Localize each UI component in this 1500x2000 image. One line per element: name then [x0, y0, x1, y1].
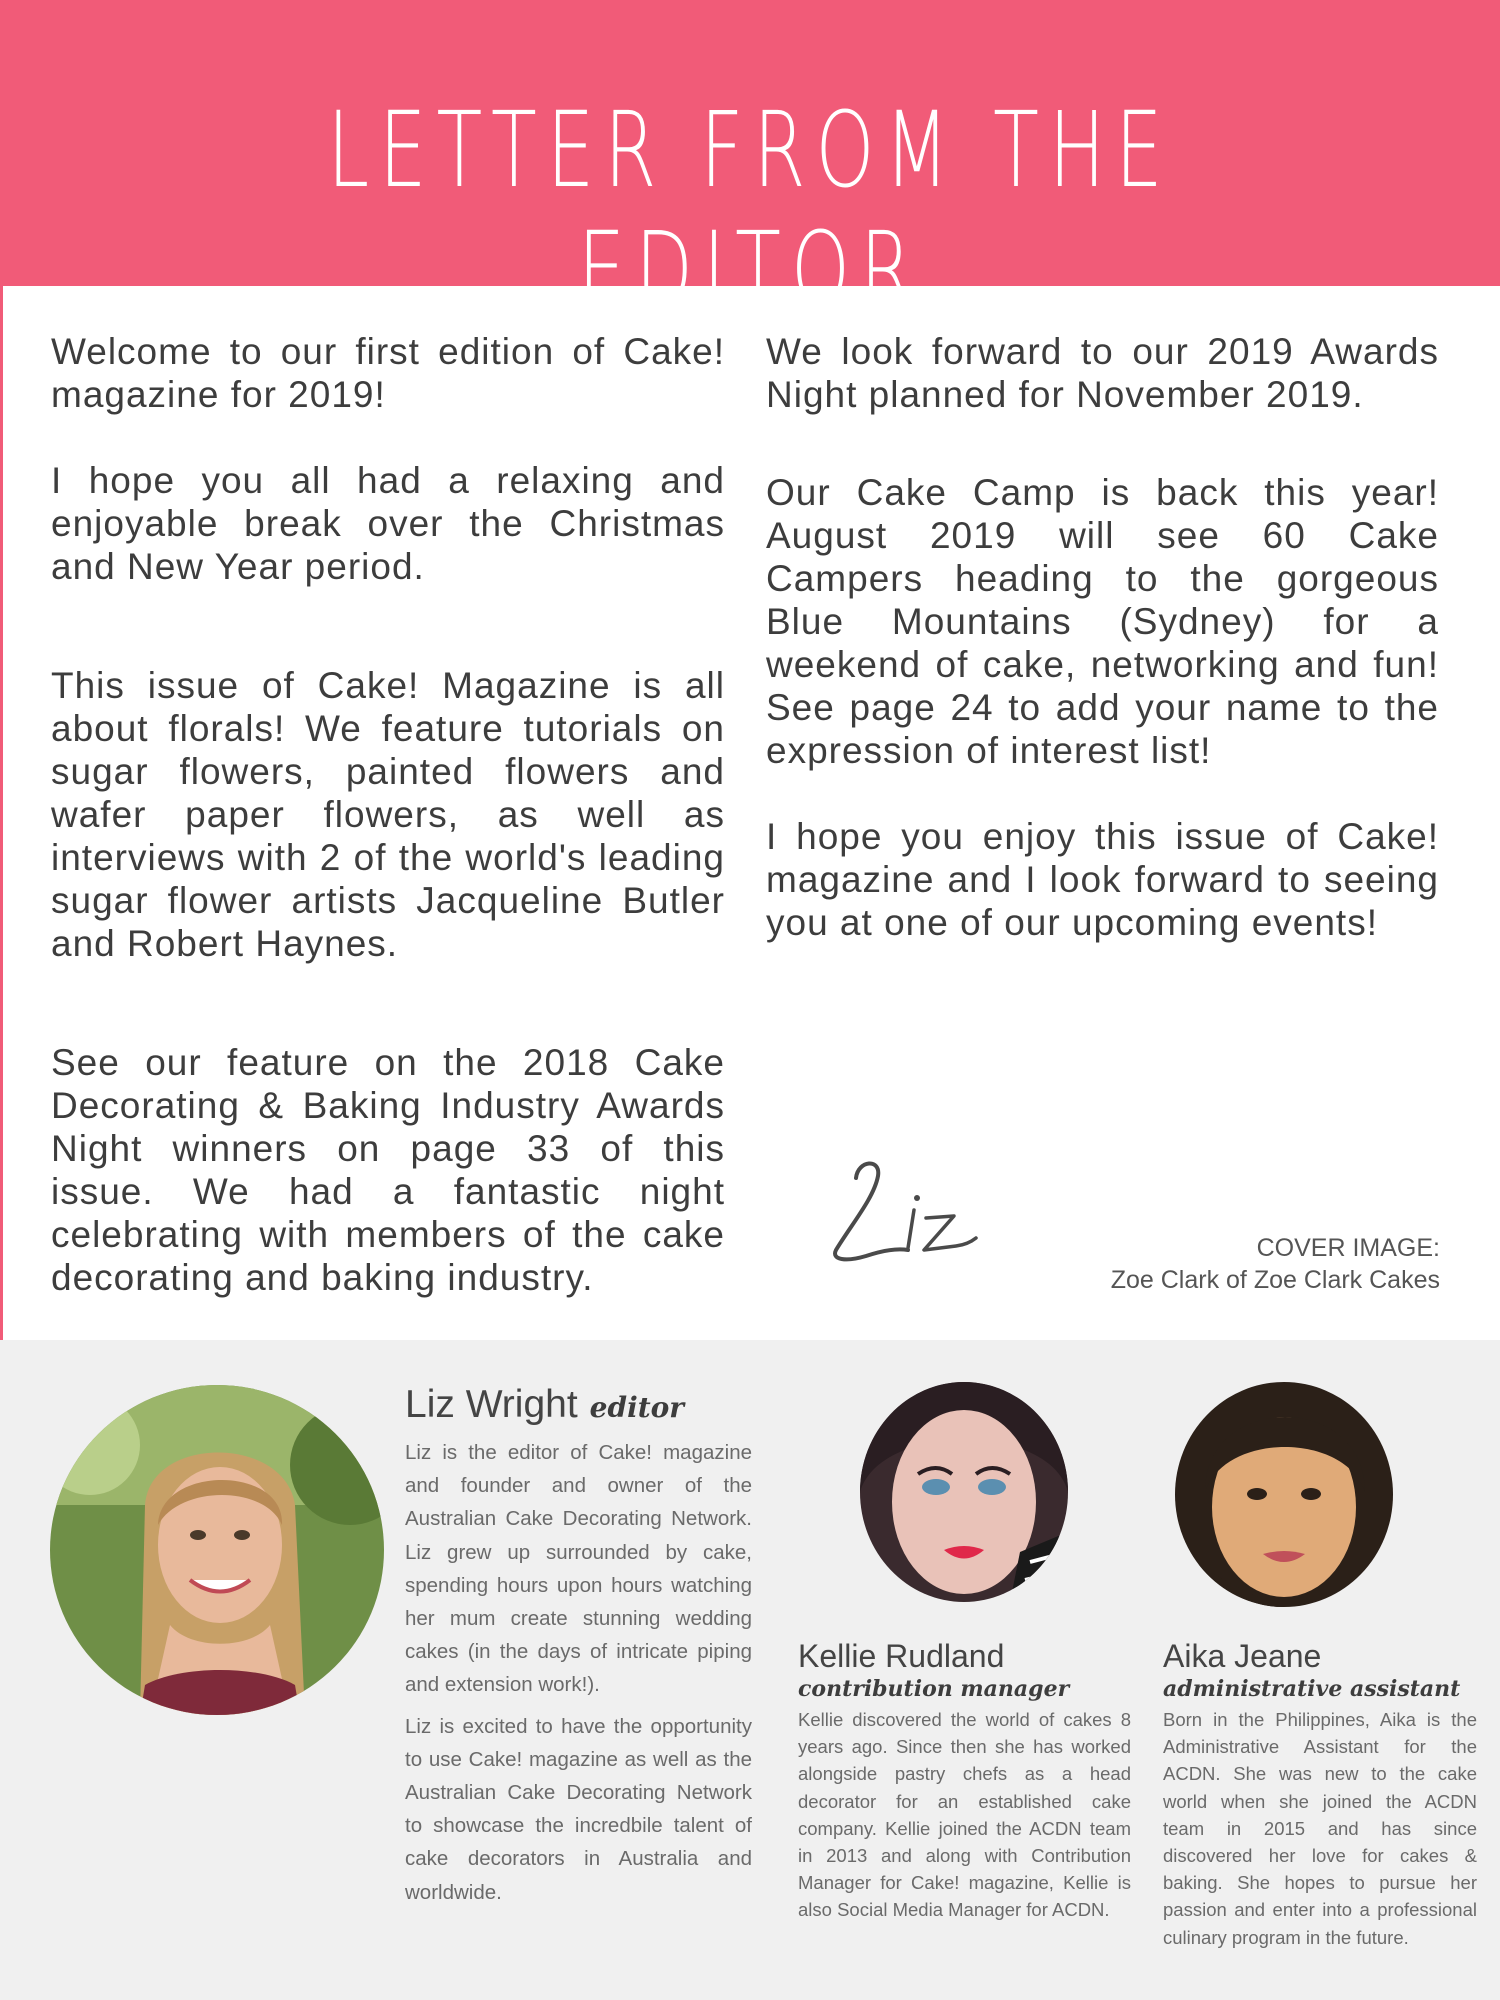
editor-bio-paragraph: Liz is excited to have the opportunity to use Cake! magazine as well as the Australian Cake Decorating Network to showcase the incredbile talent of cake decorators in Australia and worldwide.: [405, 1714, 752, 1904]
letter-paragraph: I hope you all had a relaxing and enjoyable break over the Christmas and New Year period.: [51, 460, 725, 587]
letter-paragraph: We look forward to our 2019 Awards Night planned for November 2019.: [766, 331, 1439, 415]
letter-left-column: [51, 330, 725, 1299]
cover-credit: [1111, 1232, 1440, 1296]
administrative-assistant-photo: [1175, 1382, 1393, 1607]
letter-paragraph: Welcome to our first edition of Cake! magazine for 2019!: [51, 331, 725, 415]
letter-paragraph: I hope you enjoy this issue of Cake! magazine and I look forward to seeing you at one of our upcoming events!: [766, 816, 1439, 943]
contribution-manager-name: Kellie Rudland: [798, 1638, 1005, 1674]
administrative-assistant-bio: Born in the Philippines, Aika is the Administrative Assistant for the ACDN. She was new to the cake world when she joined the ACDN team in 2015 and has since discovered her love for cakes & baking. She hopes to pursue her passion and enter into a professional culinary program in the future.: [1163, 1709, 1477, 1948]
editor-bio-paragraph: Liz is the editor of Cake! magazine and founder and owner of the Australian Cake Decorating Network. Liz grew up surrounded by cake, spending hours upon hours watching her mum create stunning wedding cakes (in the days of intricate piping and extension work!).: [405, 1441, 752, 1697]
cover-credit-text: Zoe Clark of Zoe Clark Cakes: [1110, 1266, 1440, 1294]
contribution-manager-bio: Kellie discovered the world of cakes 8 years ago. Since then she has worked alongside pastry chefs as a head decorator for an established cake company. Kellie joined the ACDN team in 2013 and along with Contribution Manager for Cake! magazine, Kellie is also Social Media Manager for ACDN.: [798, 1709, 1131, 1921]
editor-role: editor: [589, 1391, 685, 1424]
page-title: LETTER FROM THE EDITOR: [327, 89, 1173, 331]
letter-paragraph: Our Cake Camp is back this year! August 2019 will see 60 Cake Campers heading to the gorgeous Blue Mountains (Sydney) for a weekend of cake, networking and fun! See page 24 to add your name to the expression of interest list!: [766, 472, 1439, 771]
letter-paragraph: See our feature on the 2018 Cake Decorating & Baking Industry Awards Night winners on page 33 of this issue. We had a fantastic night celebrating with members of the cake decorating and baking industry.: [51, 1042, 725, 1298]
contribution-manager-photo: [860, 1382, 1068, 1602]
header-banner: [0, 0, 1500, 331]
letter-paragraph: This issue of Cake! Magazine is all about florals! We feature tutorials on sugar flowers, painted flowers and wafer paper flowers, as well as interviews with 2 of the world's leading sugar flower artists Jacqueline Butler and Robert Haynes.: [51, 665, 725, 964]
letter-right-column: [766, 330, 1439, 944]
editor-name-line: [405, 1382, 684, 1431]
administrative-assistant-name: Aika Jeane: [1163, 1638, 1322, 1674]
cover-label: COVER IMAGE:: [1256, 1234, 1440, 1262]
editor-photo: [50, 1385, 384, 1715]
editor-name: Liz Wright: [405, 1383, 578, 1426]
editor-bio: [405, 1436, 752, 1909]
administrative-assistant-role: administrative assistant: [1163, 1676, 1461, 1702]
left-accent-bar: [0, 286, 3, 1406]
contribution-manager-role: contribution manager: [798, 1676, 1070, 1702]
editor-signature: [796, 1150, 996, 1280]
